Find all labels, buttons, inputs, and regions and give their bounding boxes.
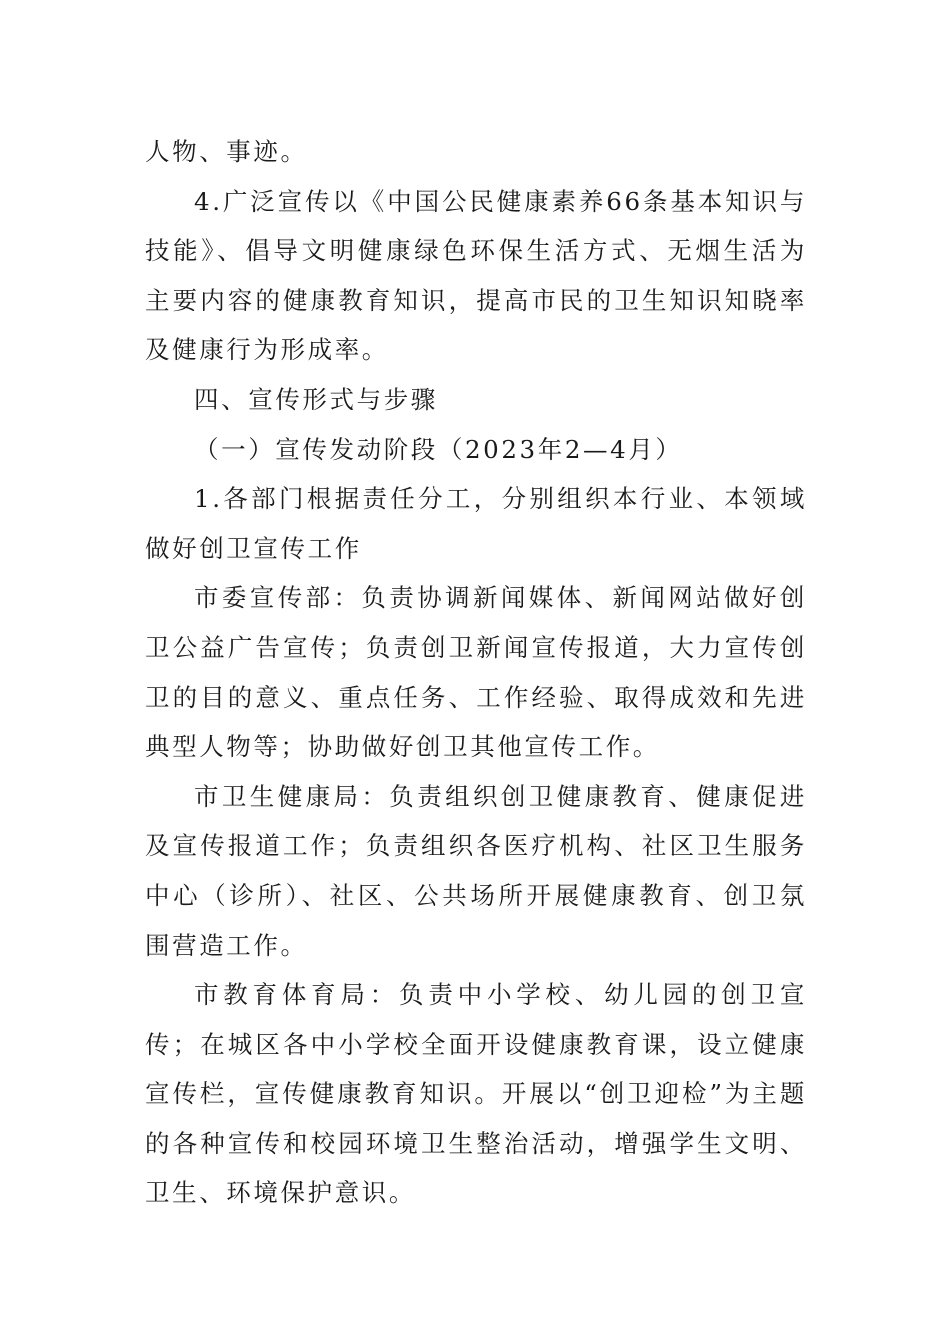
paragraph-item-1: 1.各部门根据责任分工，分别组织本行业、本领域做好创卫宣传工作: [145, 484, 807, 563]
document-body: [145, 127, 807, 1218]
section-heading-4: 四、宣传形式与步骤: [194, 384, 438, 414]
paragraph-health-bureau: 市卫生健康局：负责组织创卫健康教育、健康促进及宣传报道工作；负责组织各医疗机构、社区卫生服务中心（诊所）、社区、公共场所开展健康教育、创卫氛围营造工作。: [145, 781, 807, 960]
paragraph-propaganda-dept: 市委宣传部：负责协调新闻媒体、新闻网站做好创卫公益广告宣传；负责创卫新闻宣传报道，大力宣传创卫的目的意义、重点任务、工作经验、取得成效和先进典型人物等；协助做好创卫其他宣传工作。: [145, 583, 807, 762]
paragraph-item-4: 4.广泛宣传以《中国公民健康素养66条基本知识与技能》、倡导文明健康绿色环保生活方式、无烟生活为主要内容的健康教育知识，提高市民的卫生知识知晓率及健康行为形成率。: [145, 186, 807, 365]
paragraph-education-bureau: 市教育体育局：负责中小学校、幼儿园的创卫宣传；在城区各中小学校全面开设健康教育课，设立健康宣传栏，宣传健康教育知识。开展以“创卫迎检”为主题的各种宣传和校园环境卫生整治活动，增强学生文明、卫生、环境保护意识。: [145, 980, 807, 1208]
paragraph-continuation: 人物、事迹。: [145, 137, 308, 166]
subsection-heading-1: （一）宣传发动阶段（2023年2—4月）: [194, 434, 683, 464]
